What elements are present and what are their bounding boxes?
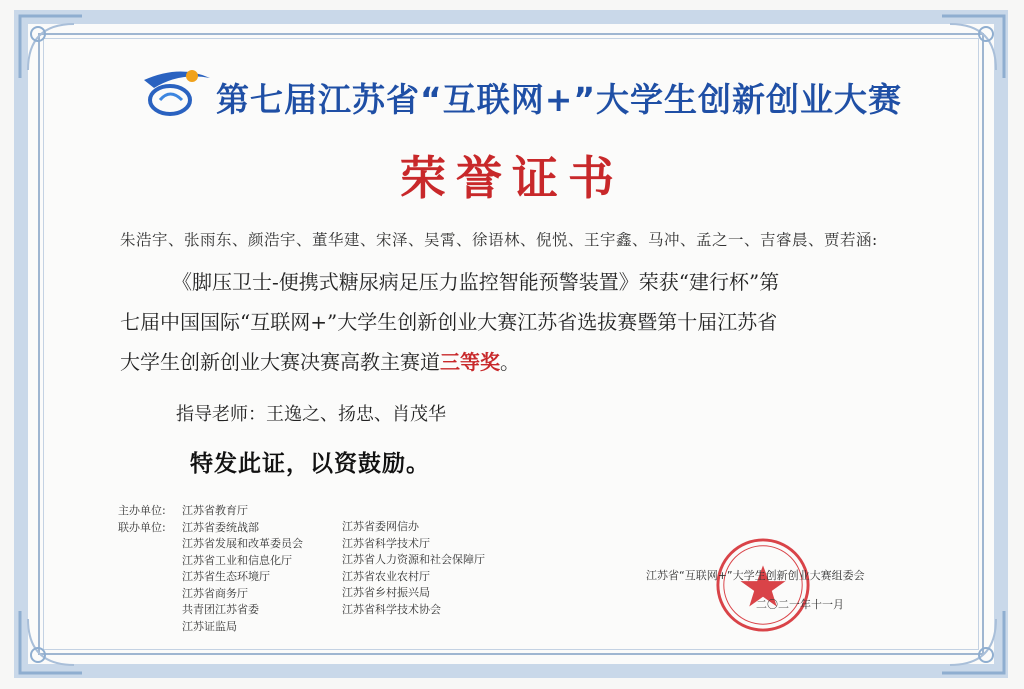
co-organizer-item: 江苏省工业和信息化厅 (182, 553, 292, 567)
co-organizer-item: 江苏省农业农村厅 (342, 569, 430, 583)
certificate-header (140, 64, 903, 120)
co-organizer-item: 江苏省生态环境厅 (182, 570, 270, 583)
organizer-list-left (182, 503, 303, 635)
corner-ornament-icon (938, 12, 1008, 82)
co-organizer-item: 江苏省委统战部 (182, 520, 259, 534)
host-organizer: 江苏省教育厅 (182, 504, 248, 517)
organizer-list-right (342, 519, 485, 618)
issue-date: 二〇二一年十一月 (756, 598, 844, 611)
award-line-3 (120, 342, 920, 382)
closing-statement: 特发此证，以资鼓励。 (190, 450, 430, 477)
co-organizer-item: 江苏省乡村振兴局 (342, 586, 430, 599)
co-organizer-item: 江苏证监局 (182, 619, 237, 633)
co-organizer-item: 共青团江苏省委 (182, 603, 259, 616)
award-line-1: 《脚压卫士-便携式糖尿病足压力监控智能预警装置》荣获“建行杯”第 (172, 270, 780, 294)
official-seal-icon (714, 536, 812, 634)
co-organizer-item: 江苏省人力资源和社会保障厅 (342, 553, 485, 566)
certificate-title: 荣誉证书 (400, 151, 624, 205)
co-organizer-item: 江苏省委网信办 (342, 520, 419, 533)
co-organizer-item: 江苏省科学技术协会 (342, 602, 441, 616)
winner-names: 朱浩宇、张雨东、颜浩宇、董华建、宋泽、吴霄、徐语林、倪悦、王宇鑫、马冲、孟之一、吉睿晨、贾若涵: (120, 231, 878, 249)
corner-ornament-icon (16, 12, 86, 82)
competition-logo-icon (140, 66, 214, 120)
co-organizer-item: 江苏省科学技术厅 (342, 536, 430, 550)
host-label: 主办单位: (118, 504, 166, 517)
competition-title: 第七届江苏省“互联网+”大学生创新创业大赛 (216, 80, 903, 119)
advisors: 指导老师：王逸之、扬忠、肖茂华 (176, 404, 446, 425)
corner-ornament-icon (938, 607, 1008, 677)
award-statement (120, 262, 920, 382)
corner-ornament-icon (16, 607, 86, 677)
organizer-labels (118, 503, 166, 536)
award-line-3-prefix: 大学生创新创业大赛决赛高教主赛道 (120, 350, 440, 374)
award-line-3-suffix: 。 (500, 350, 520, 374)
issuing-committee: 江苏省“互联网+”大学生创新创业大赛组委会 (646, 569, 865, 582)
co-organizer-item: 江苏省商务厅 (182, 586, 248, 600)
award-prize: 三等奖 (440, 350, 500, 374)
co-organizer-item: 江苏省发展和改革委员会 (182, 537, 303, 550)
co-organizer-label: 联办单位: (118, 520, 166, 534)
award-line-2: 七届中国国际“互联网+”大学生创新创业大赛江苏省选拔赛暨第十届江苏省 (120, 310, 778, 334)
